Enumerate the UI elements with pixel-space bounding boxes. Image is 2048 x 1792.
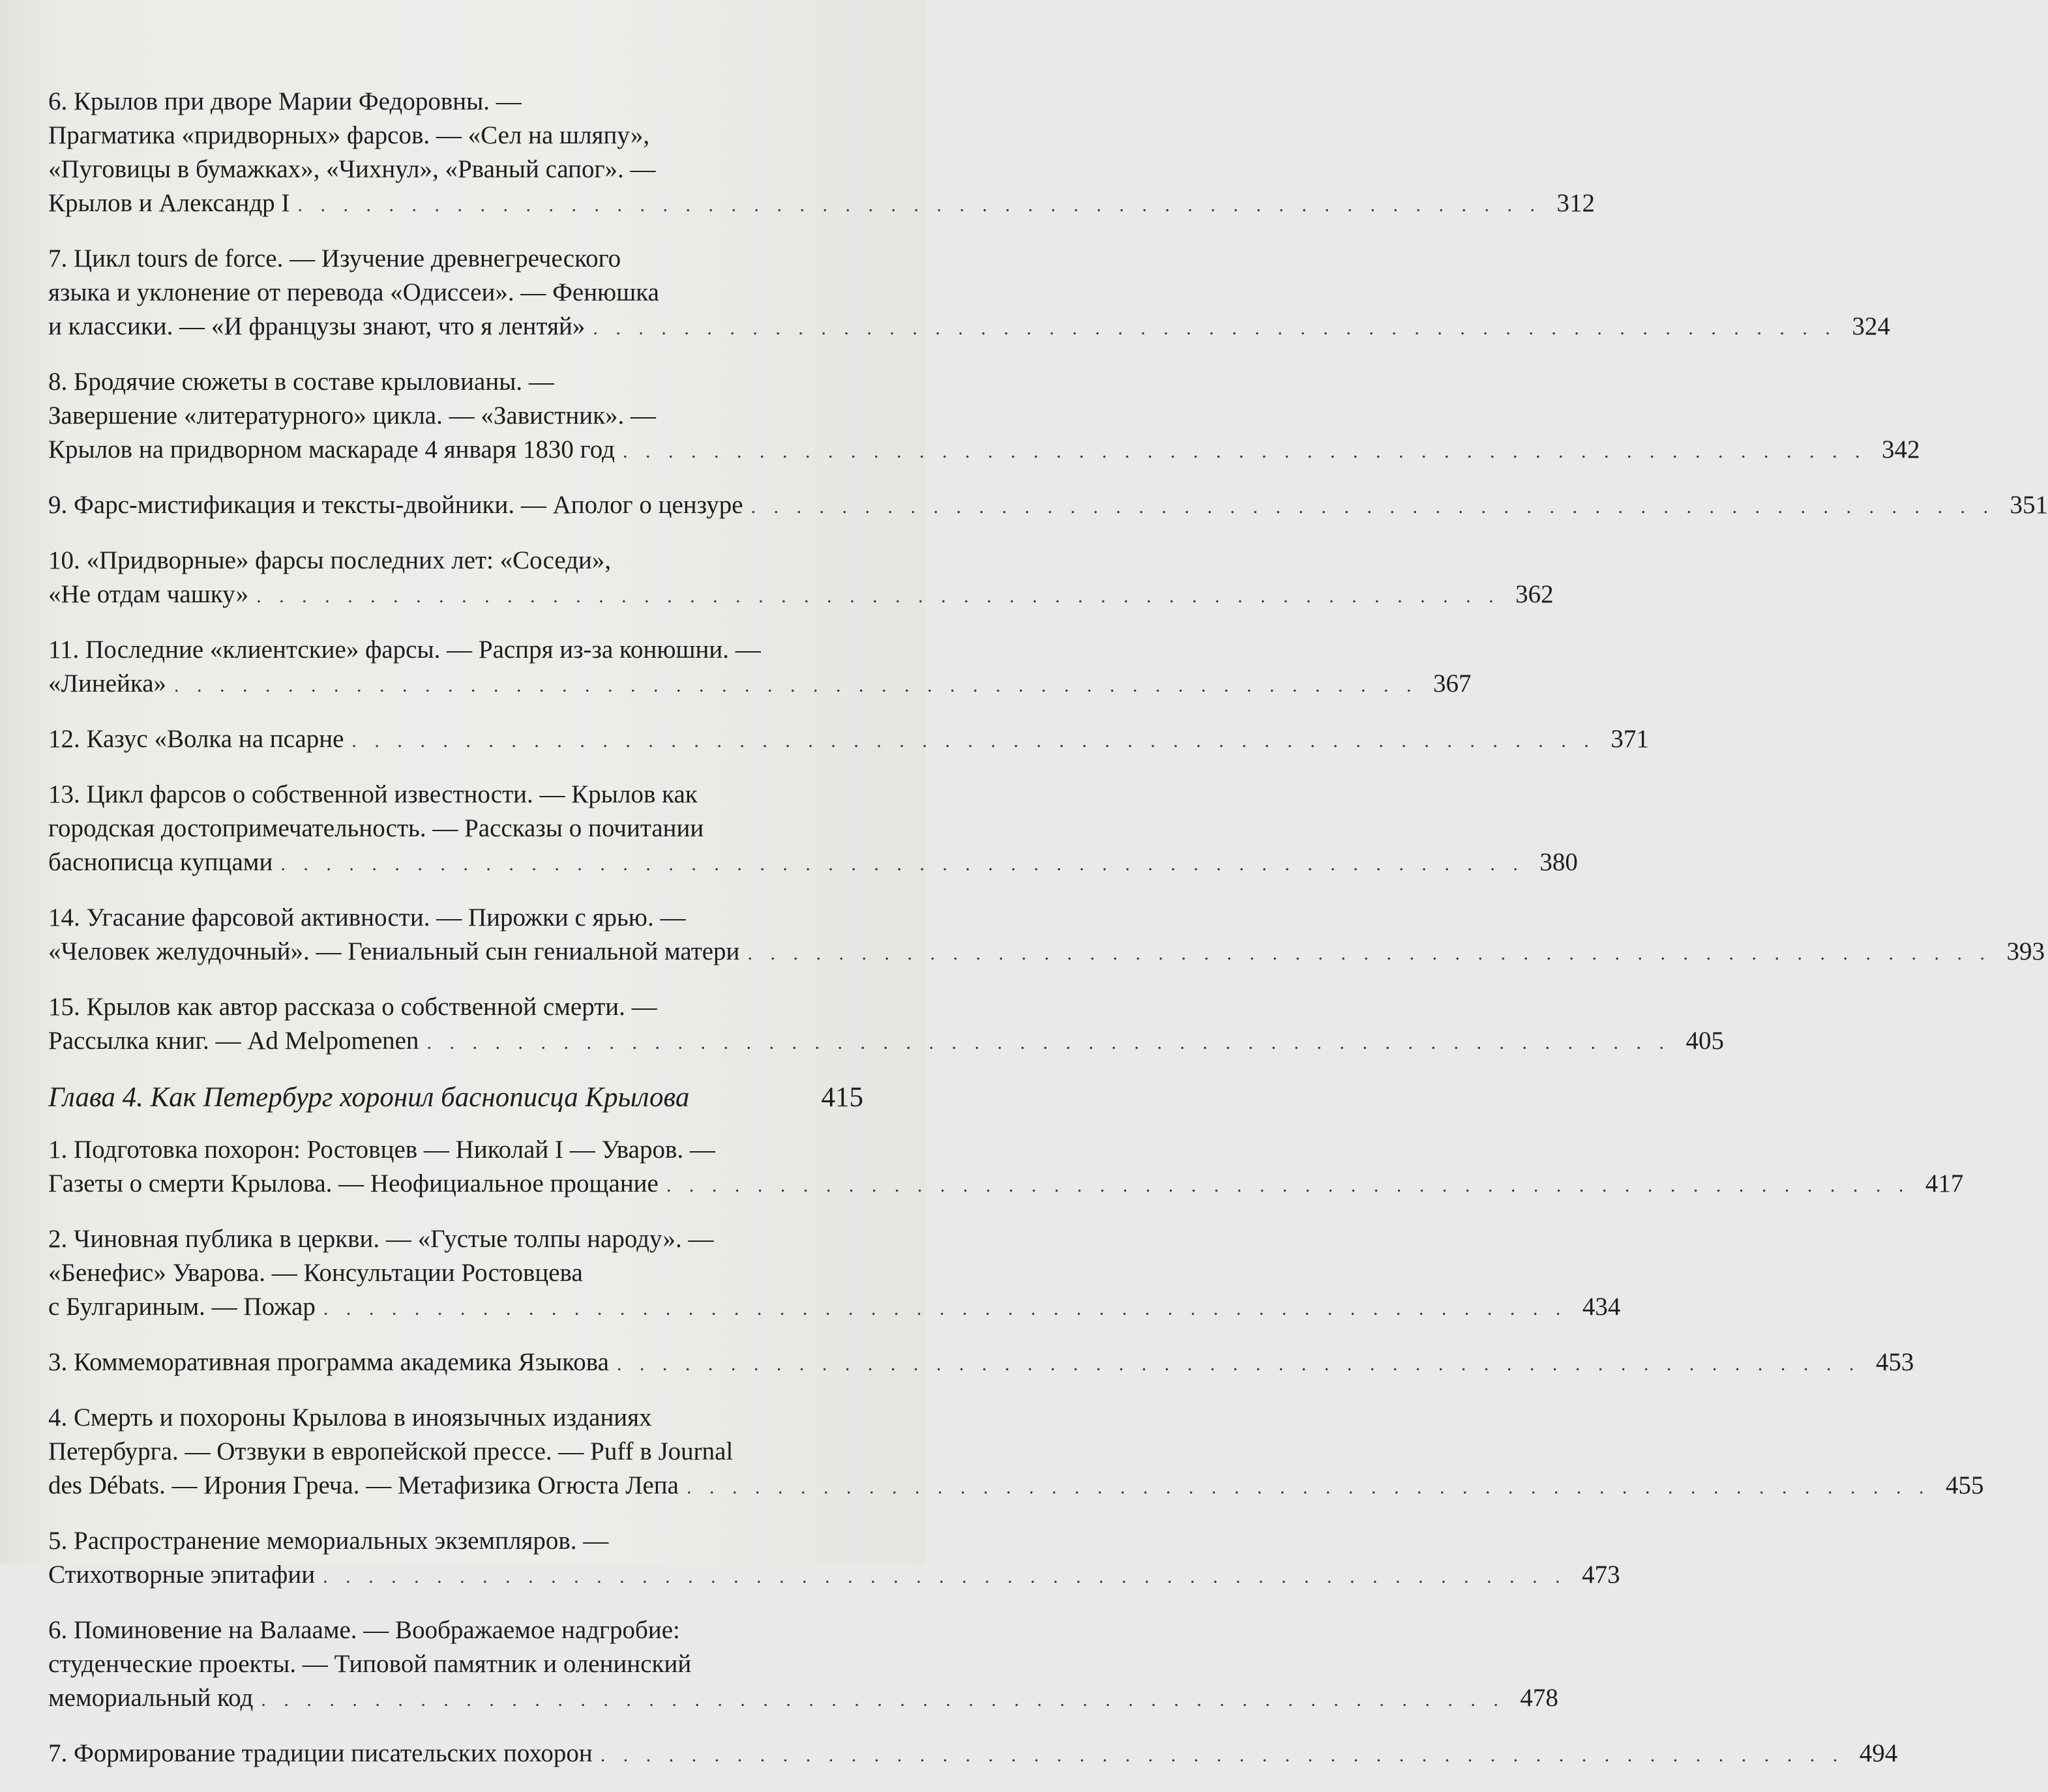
toc-entry [48, 778, 1578, 881]
toc-entry [48, 85, 1595, 222]
toc-entry [48, 1222, 1621, 1326]
toc-entry-last-line [48, 1681, 1558, 1717]
chapter-heading [48, 1080, 863, 1116]
toc-entry-text: «Не отдам чашку» [48, 580, 249, 608]
toc-entry-text: 7. Формирование традиции писательских похорон [48, 1739, 593, 1767]
toc-entry-line: городская достопримечательность. — Рассказы о почитании [48, 814, 704, 842]
leader-dots: . . . . . . . . . . . . . . . . . . . . . . . . . . . . . . . . . . . . . . . . . . . . . . . . . . . . . . . [261, 1689, 1505, 1711]
toc-page-number: 434 [1582, 1293, 1621, 1321]
toc-entry-text: 12. Казус «Волка на псарне [48, 725, 344, 753]
leader-dots: . . . . . . . . . . . . . . . . . . . . . . . . . . . . . . . . . . . . . . . . . . . . . . . . . . . . . . . [616, 1353, 1861, 1375]
toc-entry-line: 5. Распространение мемориальных экземпляров. — [48, 1527, 609, 1555]
toc-entry-last-line [48, 310, 1890, 345]
chapter-title: Глава 4. Как Петербург хоронил баснописца Крылова [48, 1082, 690, 1113]
toc-entry [48, 1613, 1558, 1717]
toc-entry-line: 1. Подготовка похорон: Ростовцев — Николай I — Уваров. — [48, 1136, 715, 1164]
toc-entry-line: Прагматика «придворных» фарсов. — «Сел на шляпу», [48, 121, 650, 149]
toc-entry-text: баснописца купцами [48, 848, 273, 876]
toc-page-number: 342 [1881, 435, 1920, 463]
toc-page-number: 367 [1433, 669, 1472, 698]
toc-entry-text: Газеты о смерти Крылова. — Неофициальное прощание [48, 1169, 659, 1197]
toc-entry-last-line [48, 845, 1578, 881]
toc-entry-text: 9. Фарс-мистификация и тексты-двойники. — Аполог о цензуре [48, 491, 743, 519]
toc-page-number: 393 [2006, 937, 2045, 965]
toc-entry-line: Петербурга. — Отзвуки в европейской прессе. — Puff в Journal [48, 1437, 734, 1465]
toc-entry-line: 7. Цикл tours de force. — Изучение древнегреческого [48, 244, 621, 272]
toc-entry-line: 14. Угасание фарсовой активности. — Пирожки с ярью. — [48, 903, 686, 932]
toc-entry [48, 1737, 1898, 1772]
toc-entry [48, 1524, 1620, 1594]
toc-page-number: 473 [1582, 1561, 1620, 1589]
toc-entry-text: Стихотворные эпитафии [48, 1561, 316, 1589]
toc-page-number: 417 [1925, 1169, 1964, 1197]
toc-entry-text: с Булгариным. — Пожар [48, 1293, 316, 1321]
toc-entry-line: 13. Цикл фарсов о собственной известности. — Крылов как [48, 780, 698, 808]
leader-dots: . . . . . . . . . . . . . . . . . . . . . . . . . . . . . . . . . . . . . . . . . . . . . . . . . . . . . . . [686, 1476, 1931, 1498]
toc-entry-last-line [48, 1167, 1964, 1203]
toc-entry-last-line [48, 1290, 1621, 1326]
table-of-contents [48, 85, 2048, 1792]
toc-page-number: 455 [1945, 1471, 1984, 1499]
leader-dots: . . . . . . . . . . . . . . . . . . . . . . . . . . . . . . . . . . . . . . . . . . . . . . . . . . . . . . . [351, 730, 1595, 752]
leader-dots: . . . . . . . . . . . . . . . . . . . . . . . . . . . . . . . . . . . . . . . . . . . . . . . . . . . . . . . [297, 194, 1541, 216]
toc-page-number: 405 [1685, 1027, 1724, 1055]
toc-entry-text: Рассылка книг. — Ad Melpomenen [48, 1027, 419, 1055]
toc-entry-text: Крылов и Александр I [48, 189, 290, 217]
toc-entry-line: Завершение «литературного» цикла. — «Завистник». — [48, 402, 657, 430]
toc-entry-last-line [48, 1558, 1620, 1594]
toc-entry-last-line [48, 935, 2045, 971]
toc-group-chapter-4 [48, 1133, 1984, 1772]
toc-entry-last-line [48, 186, 1595, 222]
toc-entry-text: «Линейка» [48, 669, 167, 698]
toc-entry-line: студенческие проекты. — Типовой памятник и оленинский [48, 1650, 692, 1678]
toc-entry-last-line [48, 488, 2048, 524]
leader-dots: . . . . . . . . . . . . . . . . . . . . . . . . . . . . . . . . . . . . . . . . . . . . . . . . . . . . . . . [600, 1744, 1845, 1766]
toc-entry-text: и классики. — «И французы знают, что я лентяй» [48, 312, 586, 340]
toc-entry-last-line [48, 1024, 1724, 1060]
toc-entry-last-line [48, 578, 1554, 613]
leader-dots: . . . . . . . . . . . . . . . . . . . . . . . . . . . . . . . . . . . . . . . . . . . . . . . . . . . . . . . [426, 1032, 1670, 1053]
toc-entry-line: «Пуговицы в бумажках», «Чихнул», «Рваный сапог». — [48, 155, 656, 183]
toc-entry-line: «Бенефис» Уварова. — Консультации Ростовцева [48, 1259, 583, 1287]
toc-entry-line: 10. «Придворные» фарсы последних лет: «Соседи», [48, 546, 612, 574]
toc-entry-line: 8. Бродячие сюжеты в составе крыловианы. — [48, 368, 554, 396]
toc-entry [48, 1401, 1984, 1505]
toc-entry-text: мемориальный код [48, 1684, 254, 1712]
toc-entry [48, 488, 2048, 524]
leader-dots: . . . . . . . . . . . . . . . . . . . . . . . . . . . . . . . . . . . . . . . . . . . . . . . . . . . . . . . [666, 1175, 1910, 1196]
toc-entry [48, 544, 1554, 613]
toc-entry-text: «Человек желудочный». — Гениальный сын гениальной матери [48, 937, 740, 965]
leader-dots: . . . . . . . . . . . . . . . . . . . . . . . . . . . . . . . . . . . . . . . . . . . . . . . . . . . . . . . [593, 317, 1837, 339]
toc-entry-last-line [48, 433, 1920, 469]
leader-dots: . . . . . . . . . . . . . . . . . . . . . . . . . . . . . . . . . . . . . . . . . . . . . . . . . . . . . . . [256, 585, 1500, 607]
toc-entry [48, 1133, 1964, 1203]
toc-page-number: 324 [1852, 312, 1890, 340]
leader-dots: . . . . . . . . . . . . . . . . . . . . . . . . . . . . . . . . . . . . . . . . . . . . . . . . . . . . . . . [622, 441, 1867, 462]
toc-entry-line: 4. Смерть и похороны Крылова в иноязычных изданиях [48, 1403, 652, 1432]
toc-entry [48, 722, 1649, 758]
leader-dots: . . . . . . . . . . . . . . . . . . . . . . . . . . . . . . . . . . . . . . . . . . . . . . . . . . . . . . . [323, 1298, 1567, 1319]
toc-entry-line: 15. Крылов как автор рассказа о собственной смерти. — [48, 993, 657, 1021]
toc-entry-text: des Débats. — Ирония Греча. — Метафизика Огюста Лепа [48, 1471, 679, 1499]
toc-page-number: 380 [1539, 848, 1578, 876]
leader-dots: . . . . . . . . . . . . . . . . . . . . . . . . . . . . . . . . . . . . . . . . . . . . . . . . . . . . . . . [174, 675, 1418, 696]
toc-page-number: 371 [1610, 725, 1649, 753]
toc-entry-line: 6. Крылов при дворе Марии Федоровны. — [48, 87, 522, 115]
toc-entry-text: Крылов на придворном маскараде 4 января 1830 год [48, 435, 615, 463]
toc-entry-last-line [48, 722, 1649, 758]
toc-page-number: 351 [2010, 491, 2048, 519]
toc-entry-last-line [48, 667, 1472, 703]
toc-entry [48, 242, 1890, 345]
toc-page-number: 362 [1515, 580, 1554, 608]
toc-entry [48, 901, 2045, 971]
toc-entry [48, 365, 1920, 469]
leader-dots: . . . . . . . . . . . . . . . . . . . . . . . . . . . . . . . . . . . . . . . . . . . . . . . . . . . . . . . [280, 853, 1524, 875]
leader-dots: . . . . . . . . . . . . . . . . . . . . . . . . . . . . . . . . . . . . . . . . . . . . . . . . . . . . . . . [323, 1566, 1567, 1587]
toc-entry-last-line [48, 1345, 1914, 1381]
toc-entry-line: языка и уклонение от перевода «Одиссеи». — Фенюшка [48, 278, 659, 306]
toc-entry-line: 6. Поминовение на Валааме. — Воображаемое надгробие: [48, 1616, 680, 1644]
toc-group-chapter-3 [48, 85, 2048, 1060]
chapter-page-number: 415 [821, 1082, 863, 1113]
toc-entry [48, 990, 1724, 1060]
toc-entry-text: 3. Коммеморативная программа академика Языкова [48, 1348, 609, 1376]
toc-page-number: 453 [1875, 1348, 1914, 1376]
toc-entry-last-line [48, 1469, 1984, 1505]
toc-entry-line: 11. Последние «клиентские» фарсы. — Распря из-за конюшни. — [48, 636, 761, 664]
toc-entry-last-line [48, 1737, 1898, 1772]
toc-page-number: 494 [1859, 1739, 1898, 1767]
leader-dots: . . . . . . . . . . . . . . . . . . . . . . . . . . . . . . . . . . . . . . . . . . . . . . . . . . . . . . . [747, 943, 1991, 964]
toc-entry-line: 2. Чиновная публика в церкви. — «Густые толпы народу». — [48, 1225, 714, 1253]
leader-dots: . . . . . . . . . . . . . . . . . . . . . . . . . . . . . . . . . . . . . . . . . . . . . . . . . . . . . . . [750, 496, 1995, 518]
toc-entry [48, 633, 1472, 703]
toc-page-number: 478 [1520, 1684, 1558, 1712]
toc-page-number: 312 [1556, 189, 1595, 217]
toc-entry [48, 1345, 1914, 1381]
